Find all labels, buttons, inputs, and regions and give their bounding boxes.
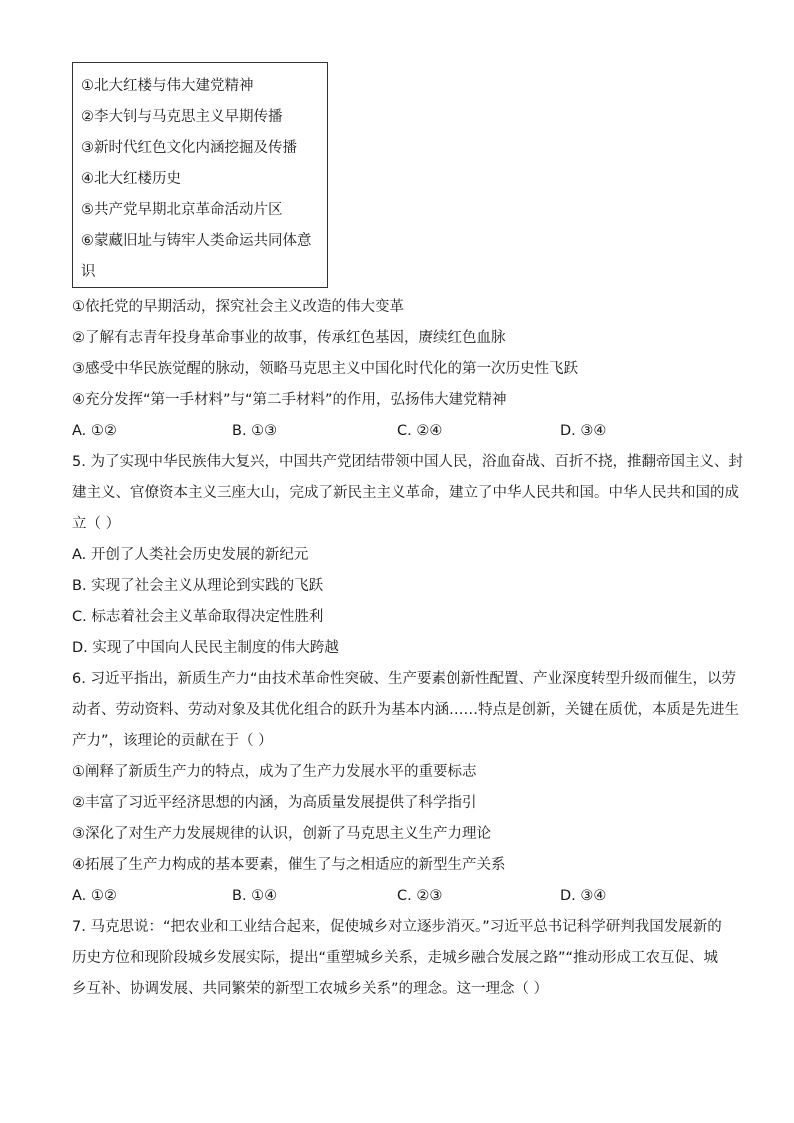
box-item: ⑤共产党早期北京革命活动片区 xyxy=(81,202,283,218)
statement: ③深化了对生产力发展规律的认识，创新了马克思主义生产力理论 xyxy=(72,826,491,842)
question-stem-line: 乡互补、协调发展、共同繁荣的新型工农城乡关系”的理念。这一理念（ ） xyxy=(72,981,549,997)
option-b[interactable]: B. ①④ xyxy=(232,888,278,904)
box-item: ①北大红楼与伟大建党精神 xyxy=(81,78,254,94)
option-b[interactable]: B. ①③ xyxy=(232,423,278,439)
choice-a[interactable]: A. 开创了人类社会历史发展的新纪元 xyxy=(72,547,309,563)
option-a[interactable]: A. ①② xyxy=(72,423,117,439)
statement: ②丰富了习近平经济思想的内涵，为高质量发展提供了科学指引 xyxy=(72,795,477,811)
choice-d[interactable]: D. 实现了中国向人民民主制度的伟大跨越 xyxy=(72,640,339,656)
box-item: ③新时代红色文化内涵挖掘及传播 xyxy=(81,140,297,156)
box-item: ④北大红楼历史 xyxy=(81,171,181,187)
question-stem-line: 建主义、官僚资本主义三座大山，完成了新民主主义革命，建立了中华人民共和国。中华人民共和国的成 xyxy=(72,485,739,501)
statement: ③感受中华民族觉醒的脉动，领略马克思主义中国化时代化的第一次历史性飞跃 xyxy=(72,361,578,377)
question-4-statements xyxy=(72,292,732,447)
question-6-options xyxy=(72,881,732,912)
question-stem-line: 5. 为了实现中华民族伟大复兴，中国共产党团结带领中国人民，浴血奋战、百折不挠，推翻帝国主义、封 xyxy=(72,454,743,470)
statement: ①阐释了新质生产力的特点，成为了生产力发展水平的重要标志 xyxy=(72,764,477,780)
question-stem-line: 产力”，该理论的贡献在于（ ） xyxy=(72,733,273,749)
question-stem-line: 历史方位和现阶段城乡发展实际，提出“重塑城乡关系，走城乡融合发展之路”“推动形成工农互促、城 xyxy=(72,950,719,966)
question-5 xyxy=(72,447,743,664)
question-6 xyxy=(72,664,739,912)
choice-b[interactable]: B. 实现了社会主义从理论到实践的飞跃 xyxy=(72,578,324,594)
statement: ①依托党的早期活动，探究社会主义改造的伟大变革 xyxy=(72,299,404,315)
box-item: ⑥蒙藏旧址与铸牢人类命运共同体意识 xyxy=(81,233,312,280)
materials-box xyxy=(72,62,328,288)
option-d[interactable]: D. ③④ xyxy=(560,888,607,904)
question-stem-line: 7. 马克思说：“把农业和工业结合起来，促使城乡对立逐步消灭。”习近平总书记科学研判我国发展新的 xyxy=(72,919,722,935)
option-d[interactable]: D. ③④ xyxy=(560,423,607,439)
questions xyxy=(72,292,743,1005)
statement: ②了解有志青年投身革命事业的故事，传承红色基因，赓续红色血脉 xyxy=(72,330,506,346)
choice-c[interactable]: C. 标志着社会主义革命取得决定性胜利 xyxy=(72,609,324,625)
question-stem-line: 立（ ） xyxy=(72,516,121,532)
statement: ④充分发挥“第一手材料”与“第二手材料”的作用，弘扬伟大建党精神 xyxy=(72,392,507,408)
statement: ④拓展了生产力构成的基本要素，催生了与之相适应的新型生产关系 xyxy=(72,857,506,873)
question-stem-line: 6. 习近平指出，新质生产力“由技术革命性突破、生产要素创新性配置、产业深度转型升级而催生，以劳 xyxy=(72,671,736,687)
question-4-options xyxy=(72,416,732,447)
option-c[interactable]: C. ②④ xyxy=(397,423,443,439)
option-a[interactable]: A. ①② xyxy=(72,888,117,904)
question-7 xyxy=(72,912,732,1005)
question-stem-line: 动者、劳动资料、劳动对象及其优化组合的跃升为基本内涵……特点是创新，关键在质优，本质是先进生 xyxy=(72,702,739,718)
box-item: ②李大钊与马克思主义早期传播 xyxy=(81,109,283,125)
option-c[interactable]: C. ②③ xyxy=(397,888,443,904)
